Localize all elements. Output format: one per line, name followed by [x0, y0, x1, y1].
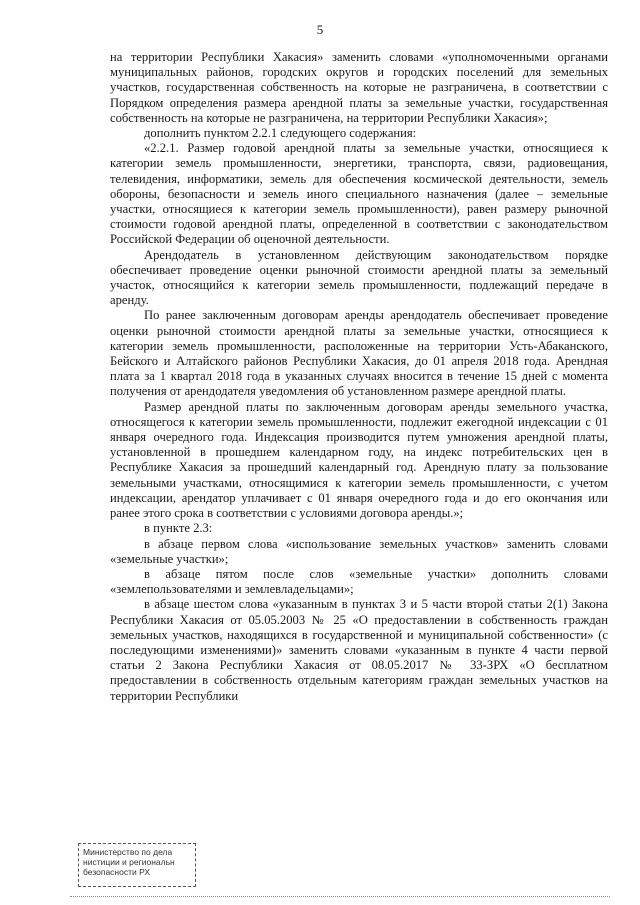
paragraph: в абзаце пятом после слов «земельные участки» дополнить словами «землепользователями и землевладельцами»; — [110, 566, 608, 597]
paragraph: Размер арендной платы по заключенным договорам аренды земельного участка, относящегося к категории земель промышленности, подлежит ежегодной индексации с 01 января очередного года. Индексация производится путем умножения арендной платы, установленной в прошедшем календарном году, на индекс потребительских цен в Республике Хакасия за прошедший календарный год. Арендную плату за пользование земельными участками, относящимися к категории земель промышленности, с учетом индексации, арендатор уплачивает с 01 января очередного года и до его окончания или ранее этого срока в соответствии с условиями договора аренды.»; — [110, 399, 608, 521]
ministry-stamp — [78, 843, 196, 887]
paragraph: дополнить пунктом 2.2.1 следующего содержания: — [144, 126, 417, 141]
paragraph: «2.2.1. Размер годовой арендной платы за земельные участки, относящиеся к категории земель промышленности, энергетики, транспорта, связи, радиовещания, телевидения, информатики, земель для обеспечения космической деятельности, земель обороны, безопасности и земель иного специального назначения (далее – земельные участки, относящиеся к категории земель промышленности), равен размеру рыночной стоимости годовой арендной платы, определенной в соответствии с законодательством Российской Федерации об оценочной деятельности. — [110, 141, 608, 247]
paragraph: Арендодатель в установленном действующим законодательством порядке обеспечивает проведение оценки рыночной стоимости арендной платы за земельный участок, относящийся к категории земель промышленности, подлежащий передаче в аренду. — [110, 247, 608, 308]
page-number: 5 — [316, 22, 324, 37]
paragraph: на территории Республики Хакасия» заменить словами «уполномоченными органами муниципальных районов, городских округов и городских поселений для земельных участков, государственная собственность на которые не разграничена, в соответствии с Порядком определения размера арендной платы за земельные участки, государственная собственность на которые не разграничена, на территории Республики Хакасия»; — [110, 50, 608, 125]
document-body — [110, 50, 608, 704]
paragraph: в абзаце первом слова «использование земельных участков» заменить словами «земельные участки»; — [110, 536, 608, 566]
stamp-line: Министерство по дела — [83, 847, 173, 857]
paragraph: в абзаце шестом слова «указанным в пунктах 3 и 5 части второй статьи 2(1) Закона Республики Хакасия от 05.05.2003 № 25 «О предоставлении в собственность граждан земельных участков, находящихся в государственной и муниципальной собственности» (с последующими изменениями)» заменить словами «указанным в пункте 4 части первой статьи 2 Закона Республики Хакасия от 08.05.2017 № 33-ЗРХ «О бесплатном предоставлении в собственность отдельным категориям граждан земельных участков на территории Республики — [110, 597, 608, 703]
stamp-line: безопасности РХ — [83, 867, 151, 877]
paragraph: По ранее заключенным договорам аренды арендодатель обеспечивает проведение оценки рыночной стоимости арендной платы за земельные участки, относящиеся к категории земель промышленности, расположенные на территории Усть-Абаканского, Бейского и Алтайского районов Республики Хакасия, до 01 апреля 2018 года. Арендная плата за 1 квартал 2018 года в указанных случаях вносится в течение 15 дней с момента получения от арендодателя уведомления об установленном размере арендной платы. — [110, 308, 608, 399]
paragraph: в пункте 2.3: — [144, 521, 213, 536]
stamp-line: нистиции и региональн — [83, 857, 175, 867]
footer-divider — [70, 896, 610, 897]
